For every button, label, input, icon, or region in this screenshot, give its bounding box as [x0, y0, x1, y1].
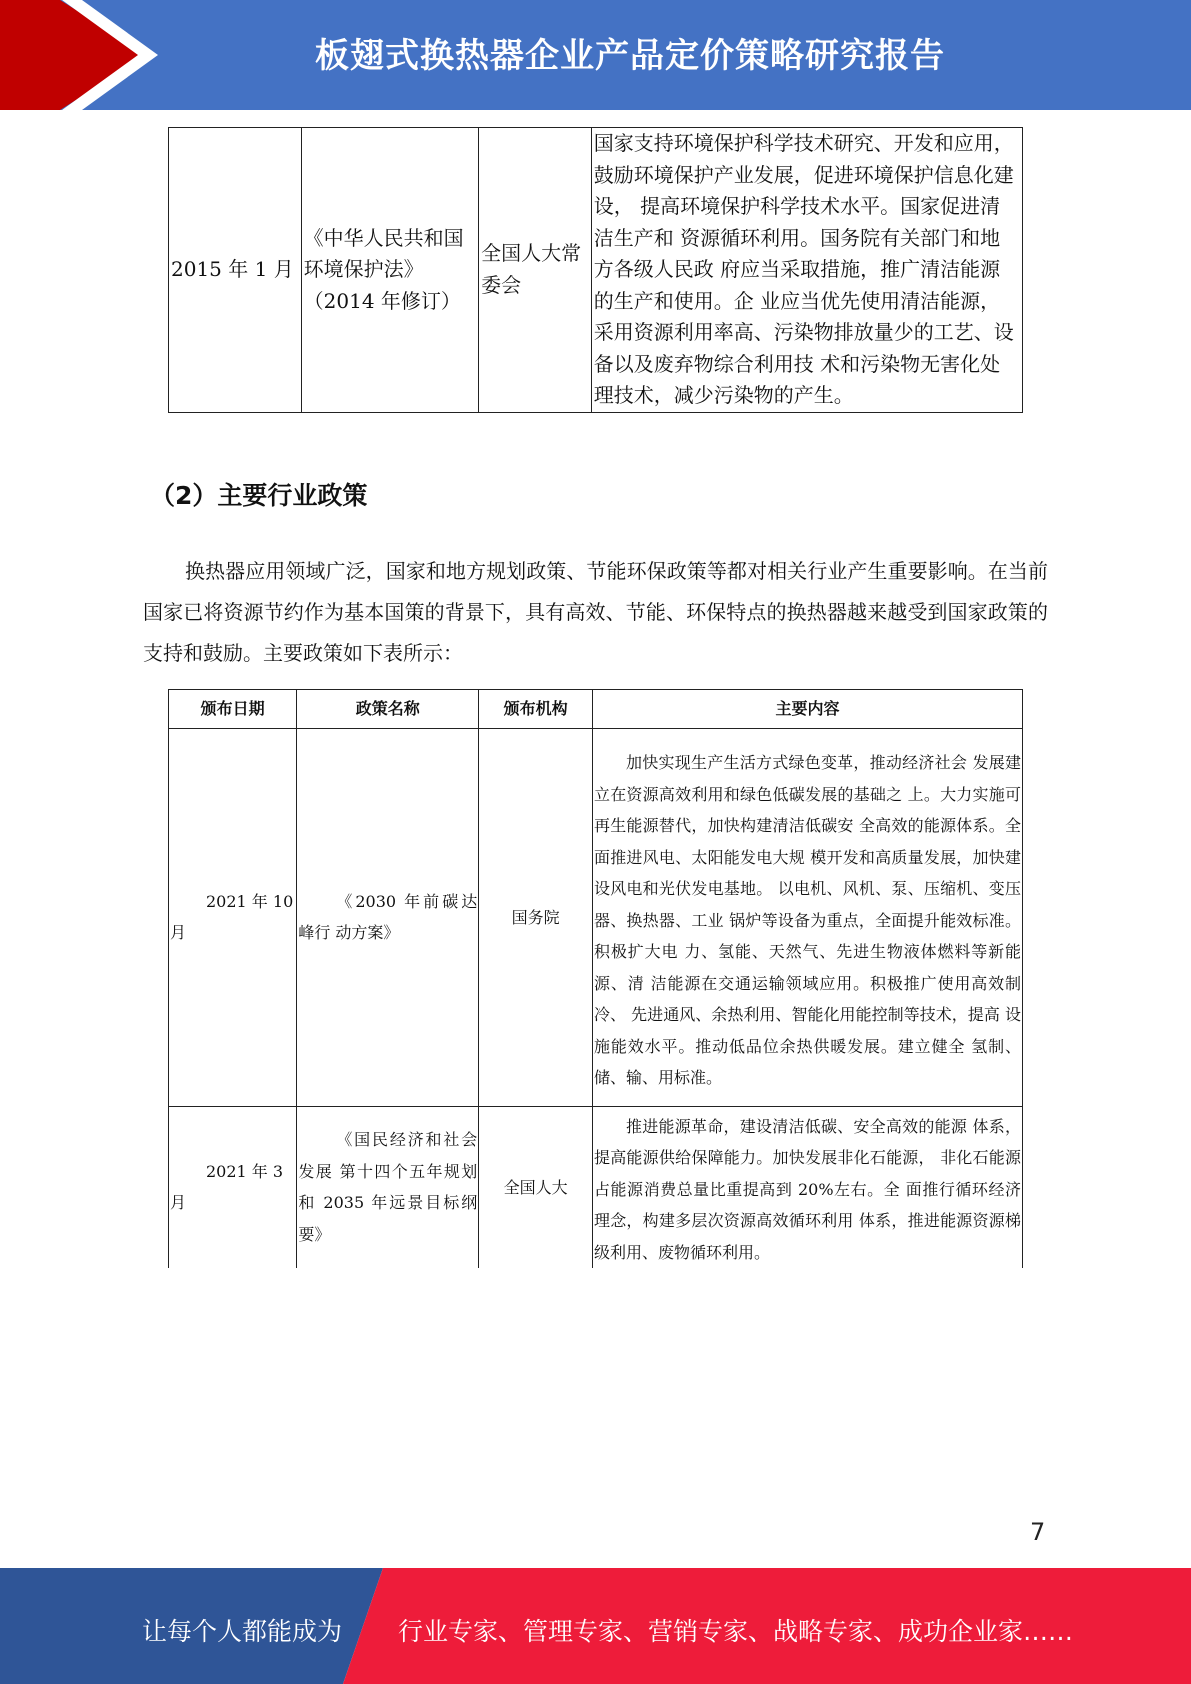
report-title: 板翅式换热器企业产品定价策略研究报告 [315, 36, 945, 76]
header-arrow-decoration [0, 0, 260, 110]
cell-date: 2021 年 10 月 [169, 729, 297, 1107]
body-paragraph: 换热器应用领域广泛，国家和地方规划政策、节能环保政策等都对相关行业产生重要影响。在当前国家已将资源节约作为基本国策的背景下，具有高效、节能、环保特点的换热器越来越受到国家政策的支持和鼓励。主要政策如下表所示： [143, 559, 1048, 665]
cell-date: 2015 年 1 月 [169, 128, 302, 413]
header-date: 颁布日期 [169, 690, 297, 729]
header-content: 主要内容 [592, 690, 1022, 729]
table-header-row [169, 690, 1023, 729]
cell-content: 国家支持环境保护科学技术研究、开发和应用， 鼓励环境保护产业发展，促进环境保护信息化建设， 提高环境保护科学技术水平。国家促进清洁生产和 资源循环利用。国务院有关部门和地方各级人民政 府应当采取措施，推广清洁能源的生产和使用。企 业应当优先使用清洁能源，采用资源利用率高、污染物排放量少的工艺、设备以及废弃物综合利用技 术和污染物无害化处理技术，减少污染物的产生。 [591, 128, 1022, 413]
cell-organization: 全国人大常委会 [479, 128, 592, 413]
table-row [169, 128, 1023, 413]
table-row [169, 1106, 1023, 1268]
policy-table-continued [168, 127, 1023, 413]
header-policy-name: 政策名称 [297, 690, 479, 729]
page-number: 7 [1030, 1518, 1046, 1546]
header-organization: 颁布机构 [479, 690, 593, 729]
cell-organization: 国务院 [479, 729, 593, 1107]
footer-slogan-right: 行业专家、管理专家、营销专家、战略专家、成功企业家…… [398, 1617, 1074, 1646]
table-row [169, 729, 1023, 1107]
footer-slogan-left: 让每个人都能成为 [142, 1617, 343, 1646]
cell-content: 加快实现生产生活方式绿色变革，推动经济社会 发展建立在资源高效利用和绿色低碳发展的基础之 上。大力实施可再生能源替代，加快构建清洁低碳安 全高效的能源体系。全面推进风电、太阳能发电大规 模开发和高质量发展，加快建设风电和光伏发电基地。 以电机、风机、泵、压缩机、变压器、换热器、工业 锅炉等设备为重点，全面提升能效标准。积极扩大电 力、氢能、天然气、先进生物液体燃料等新能源、清 洁能源在交通运输领域应用。积极推广使用高效制冷、 先进通风、余热利用、智能化用能控制等技术，提高 设施能效水平。推动低品位余热供暖发展。建立健全 氢制、储、输、用标准。 [592, 729, 1022, 1107]
cell-policy-name: 《中华人民共和国环境保护法》（2014 年修订） [301, 128, 478, 413]
cell-policy-name: 《国民经济和社会发展 第十四个五年规划和 2035 年远景目标纲要》 [297, 1106, 479, 1268]
cell-organization: 全国人大 [479, 1106, 593, 1268]
cell-policy-name: 《2030 年前碳达峰行 动方案》 [297, 729, 479, 1107]
cell-content: 推进能源革命，建设清洁低碳、安全高效的能源 体系，提高能源供给保障能力。加快发展非化石能源， 非化石能源占能源消费总量比重提高到 20%左右。全 面推行循环经济理念，构建多层次资源高效循环利用 体系，推进能源资源梯级利用、废物循环利用。 [592, 1106, 1022, 1268]
cell-date: 2021 年 3 月 [169, 1106, 297, 1268]
industry-policy-table [168, 689, 1023, 1268]
page-footer [0, 1568, 1191, 1684]
section-heading: （2）主要行业政策 [150, 481, 368, 510]
page-header [0, 0, 1191, 110]
